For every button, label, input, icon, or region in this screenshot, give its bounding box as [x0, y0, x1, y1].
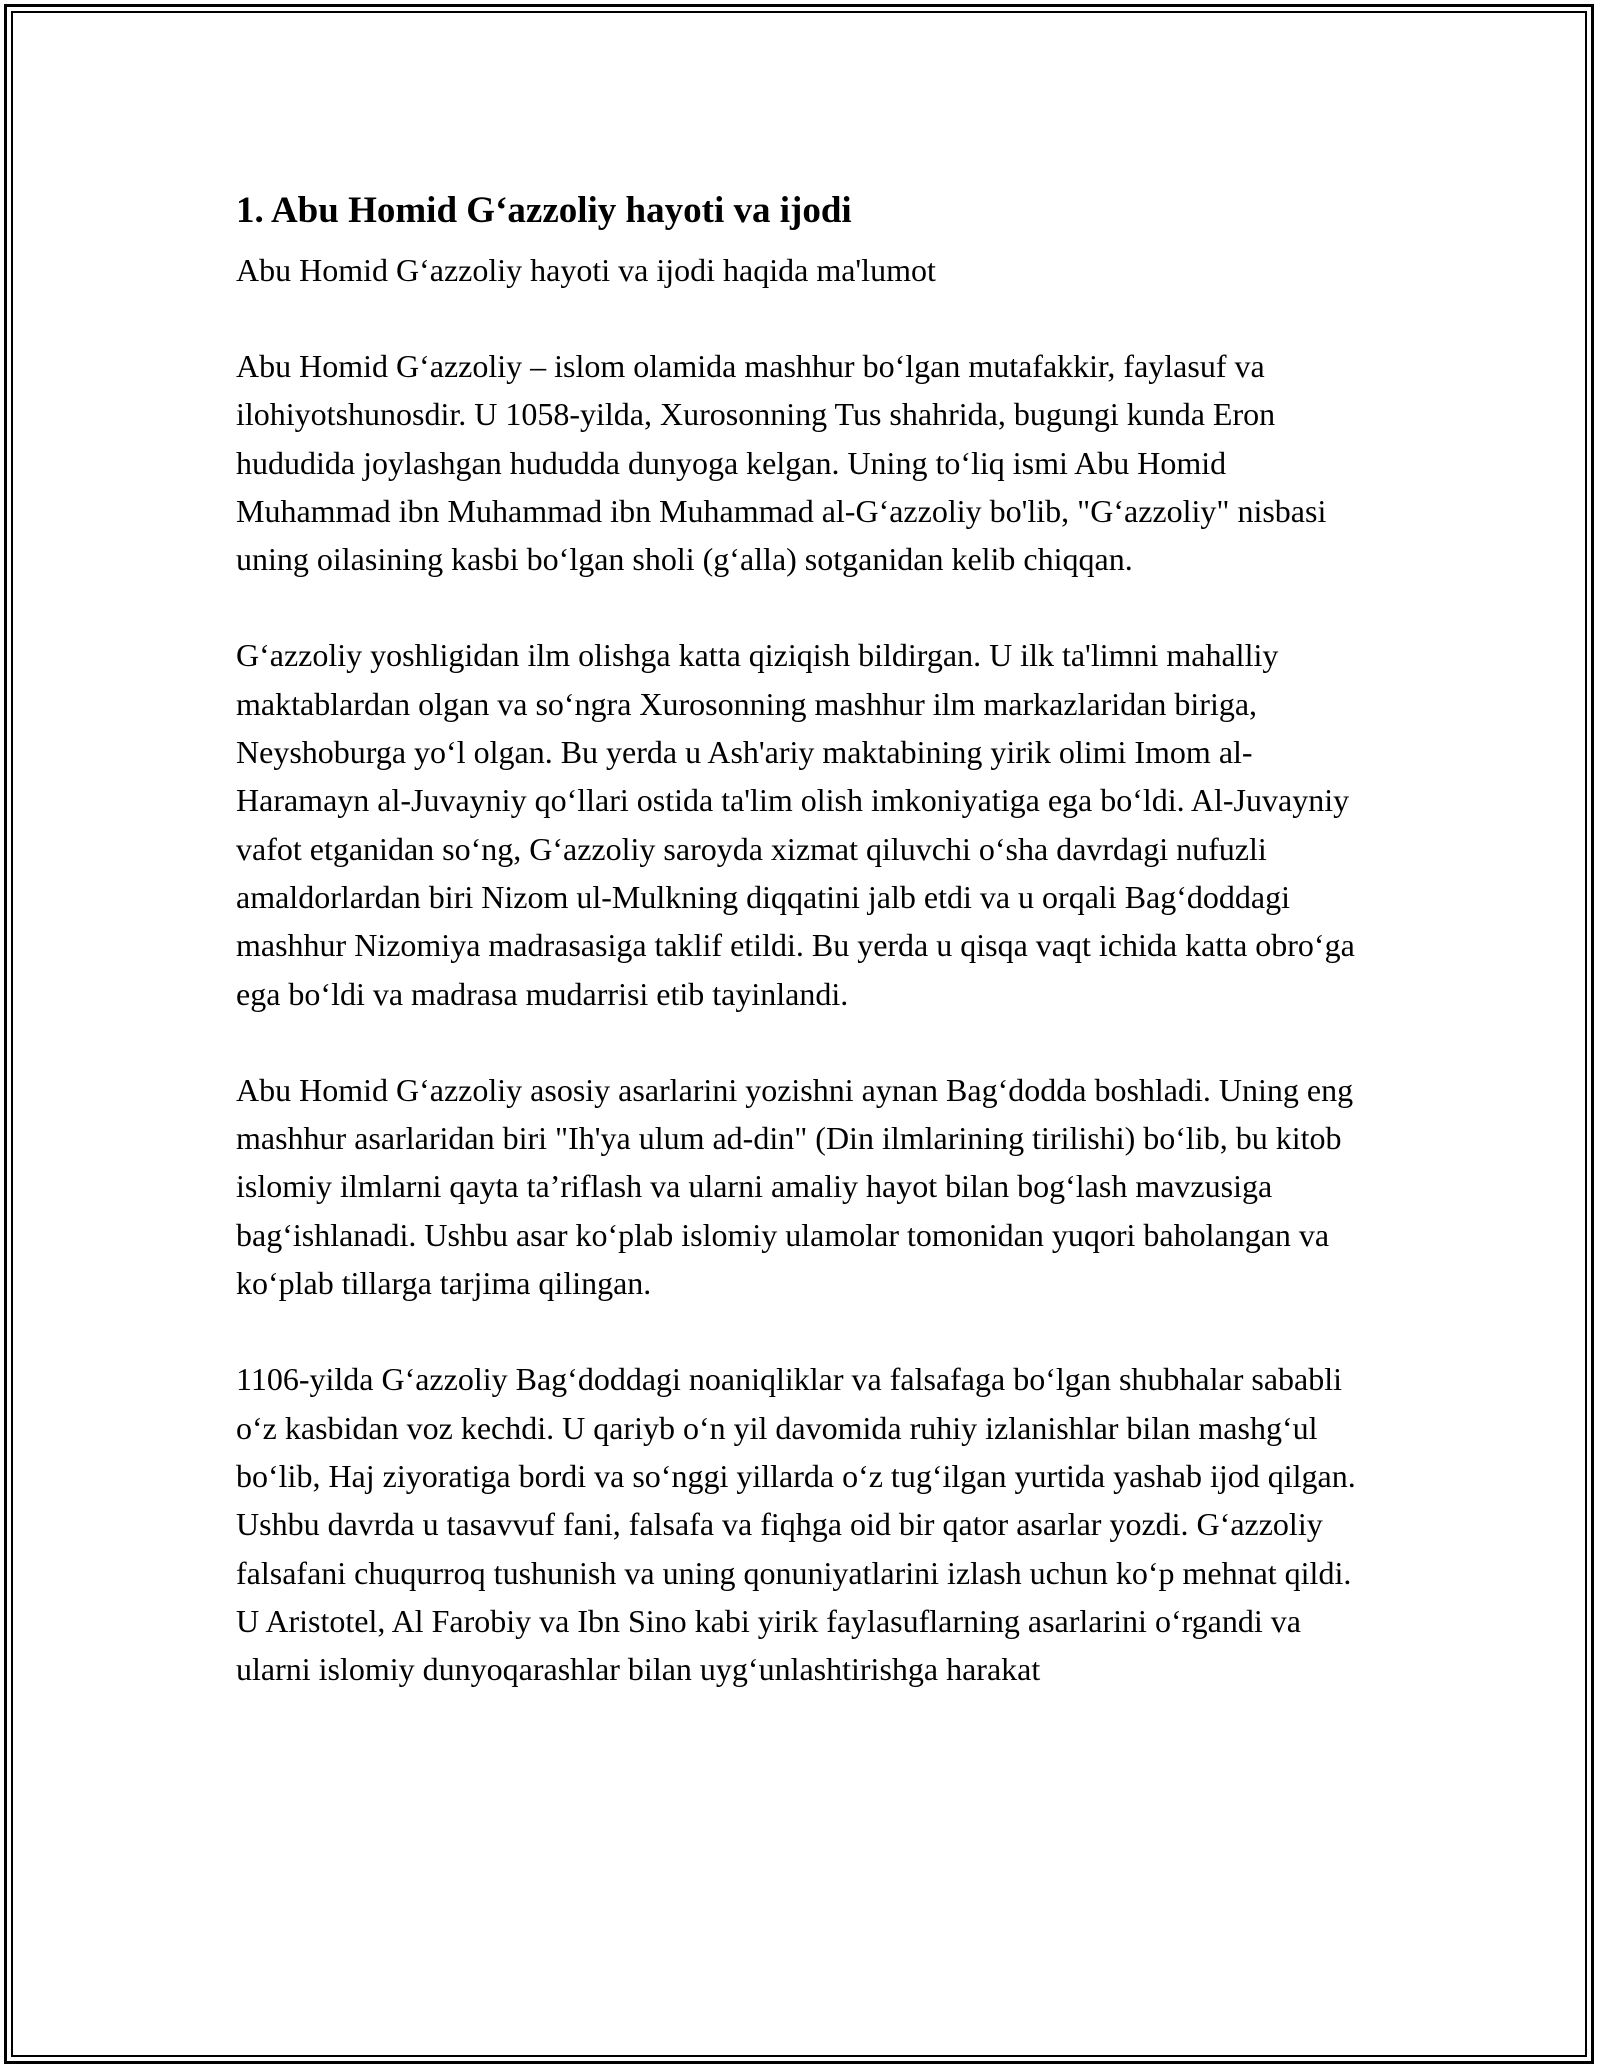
document-subtitle: Abu Homid G‘azzoliy hayoti va ijodi haqida ma'lumot — [236, 252, 936, 288]
paragraph-4: 1106-yilda G‘azzoliy Bag‘doddagi noaniqliklar va falsafaga bo‘lgan shubhalar sababli o‘z kasbidan voz kechdi. U qariyb o‘n yil davomida ruhiy izlanishlar bilan mashg‘ul bo‘lib, Haj ziyoratiga bordi va so‘nggi yillarda o‘z tug‘ilgan yurtida yashab ijod qilgan. Ushbu davrda u tasavvuf fani, falsafa va fiqhga oid bir qator asarlar yozdi. G‘azzoliy falsafani chuqurroq tushunish va uning qonuniyatlarini izlash uchun ko‘p mehnat qildi. U Aristotel, Al Farobiy va Ibn Sino kabi yirik faylasuflarning asarlarini o‘rgandi va ularni islomiy dunyoqarashlar bilan uyg‘unlashtirishga harakat — [236, 1361, 1356, 1688]
document-body — [236, 186, 1370, 1693]
paragraph-3: Abu Homid G‘azzoliy asosiy asarlarini yozishni aynan Bag‘dodda boshladi. Uning eng mashhur asarlaridan biri "Ih'ya ulum ad-din" (Din ilmlarining tirilishi) bo‘lib, bu kitob islomiy ilmlarni qayta ta’riflash va ularni amaliy hayot bilan bog‘lash mavzusiga bag‘ishlanadi. Ushbu asar ko‘plab islomiy ulamolar tomonidan yuqori baholangan va ko‘plab tillarga tarjima qilingan. — [236, 1071, 1354, 1302]
paragraph-1: Abu Homid G‘azzoliy – islom olamida mashhur bo‘lgan mutafakkir, faylasuf va ilohiyotshunosdir. U 1058-yilda, Xurosonning Tus shahrida, bugungi kunda Eron hududida joylashgan hududda dunyoga kelgan. Uning to‘liq ismi Abu Homid Muhammad ibn Muhammad ibn Muhammad al-G‘azzoliy bo'lib, "G‘azzoliy" nisbasi uning oilasining kasbi bo‘lgan sholi (g‘alla) sotganidan kelib chiqqan. — [236, 348, 1327, 578]
document-title: 1. Abu Homid G‘azzoliy hayoti va ijodi — [236, 190, 852, 231]
paragraph-2: G‘azzoliy yoshligidan ilm olishga katta qiziqish bildirgan. U ilk ta'limni mahalliy maktablardan olgan va so‘ngra Xurosonning mashhur ilm markazlaridan biriga, Neyshoburga yo‘l olgan. Bu yerda u Ash'ariy maktabining yirik olimi Imom al-Haramayn al-Juvayniy qo‘llari ostida ta'lim olish imkoniyatiga ega bo‘ldi. Al-Juvayniy vafot etganidan so‘ng, G‘azzoliy saroyda xizmat qiluvchi o‘sha davrdagi nufuzli amaldorlardan biri Nizom ul-Mulkning diqqatini jalb etdi va u orqali Bag‘doddagi mashhur Nizomiya madrasasiga taklif etildi. Bu yerda u qisqa vaqt ichida katta obro‘ga ega bo‘ldi va madrasa mudarrisi etib tayinlandi. — [236, 637, 1355, 1012]
